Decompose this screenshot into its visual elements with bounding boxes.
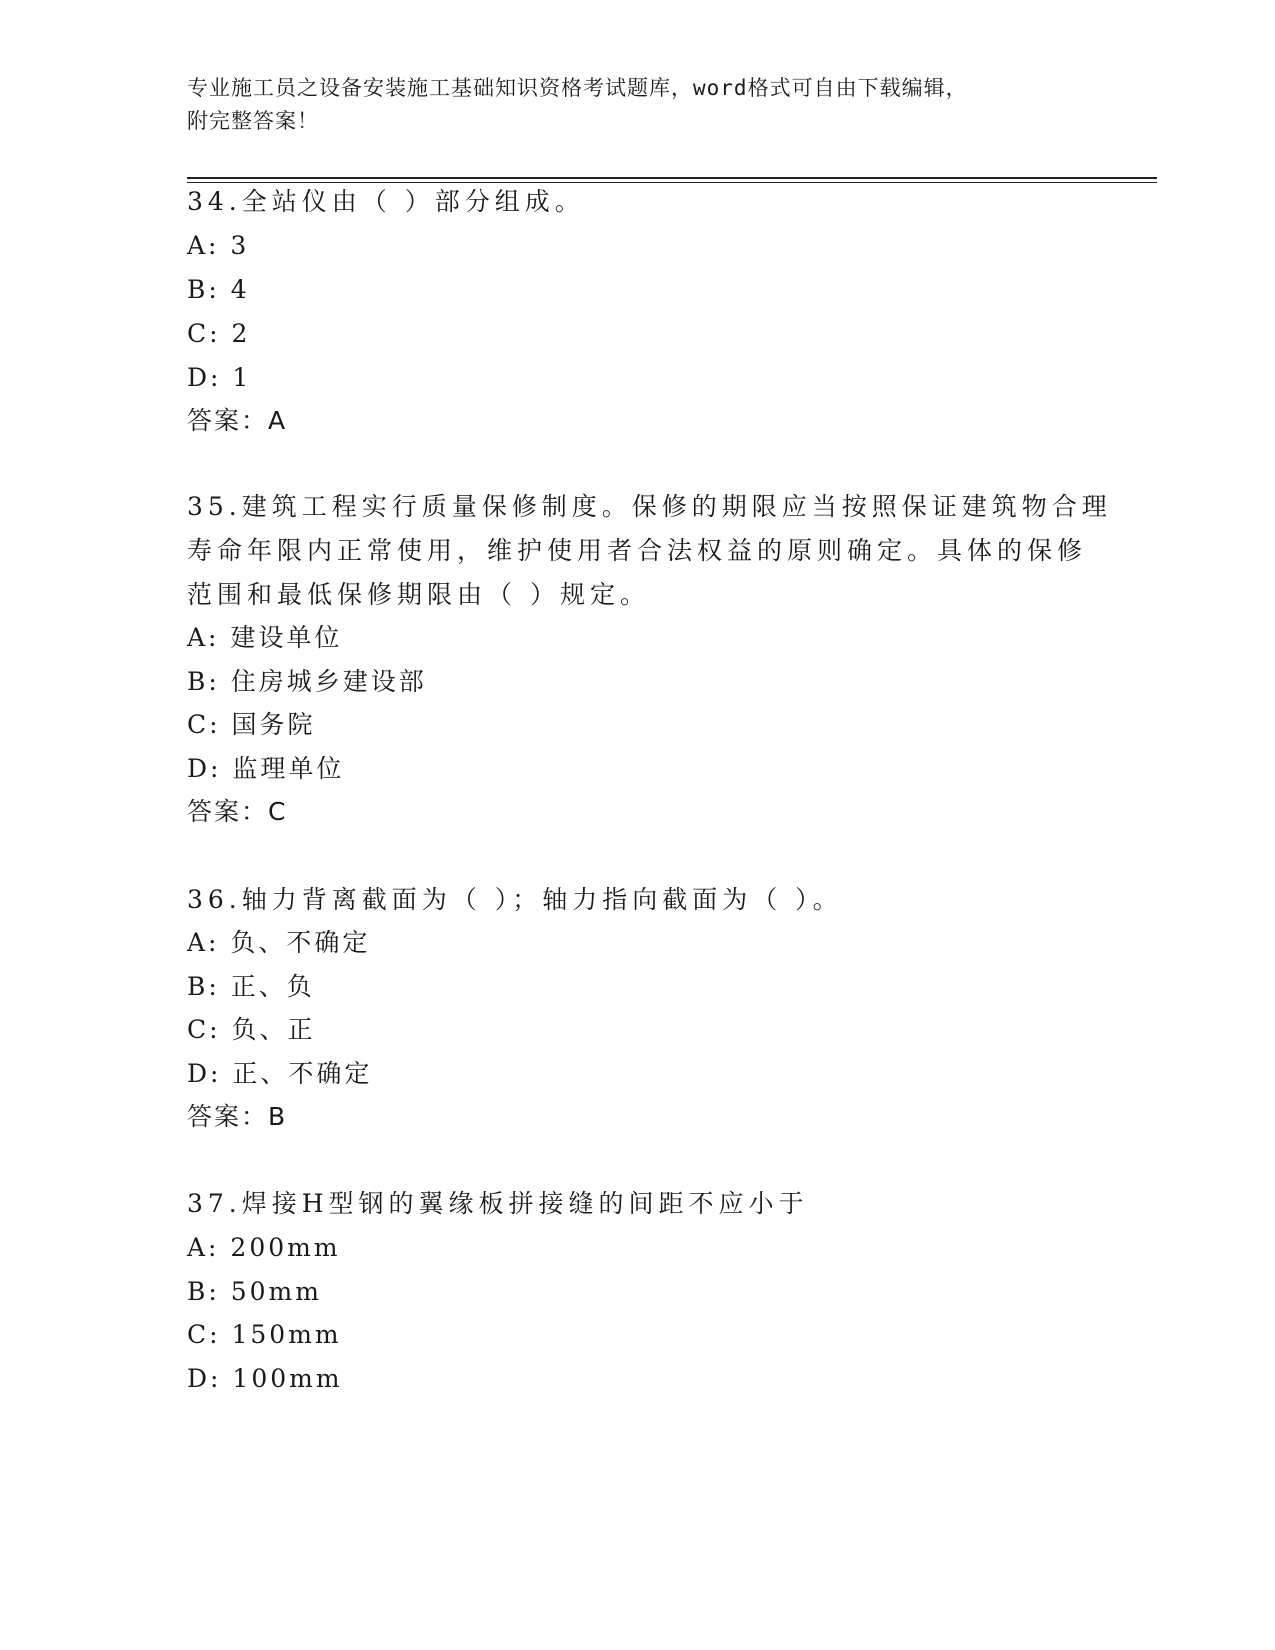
option-b: B: 50mm <box>187 1277 322 1306</box>
question-stem: 35.建筑工程实行质量保修制度。保修的期限应当按照保证建筑物合理 <box>187 492 1112 521</box>
option-b: B: 正、负 <box>187 972 315 1001</box>
option-a: A: 3 <box>187 231 250 260</box>
document-page <box>187 0 1157 1650</box>
option-c: C: 150mm <box>187 1320 342 1349</box>
option-c: C: 2 <box>187 319 251 348</box>
option-c: C: 负、正 <box>187 1015 316 1044</box>
header-line-2: 附完整答案！ <box>187 109 319 133</box>
answer-label: 答案：B <box>187 1102 288 1131</box>
header-divider <box>187 177 1157 183</box>
question-stem: 34.全站仪由（ ）部分组成。 <box>187 187 585 216</box>
option-d: D: 正、不确定 <box>187 1059 373 1088</box>
option-a: A: 200mm <box>187 1233 341 1262</box>
document-header <box>187 72 1087 138</box>
option-a: A: 建设单位 <box>187 623 343 652</box>
option-c: C: 国务院 <box>187 710 316 739</box>
header-line-1: 专业施工员之设备安装施工基础知识资格考试题库，word格式可自由下载编辑， <box>187 76 968 100</box>
option-d: D: 1 <box>187 363 252 392</box>
option-b: B: 4 <box>187 275 250 304</box>
answer-label: 答案：A <box>187 406 288 435</box>
option-d: D: 100mm <box>187 1364 343 1393</box>
question-stem: 寿命年限内正常使用，维护使用者合法权益的原则确定。具体的保修 <box>187 536 1088 565</box>
option-d: D: 监理单位 <box>187 754 345 783</box>
option-a: A: 负、不确定 <box>187 928 371 957</box>
question-stem: 37.焊接H型钢的翼缘板拼接缝的间距不应小于 <box>187 1189 809 1218</box>
question-stem: 范围和最低保修期限由（ ）规定。 <box>187 580 650 609</box>
question-stem: 36.轴力背离截面为（ ）；轴力指向截面为（ ）。 <box>187 885 843 914</box>
answer-label: 答案：C <box>187 797 288 826</box>
option-b: B: 住房城乡建设部 <box>187 667 427 696</box>
